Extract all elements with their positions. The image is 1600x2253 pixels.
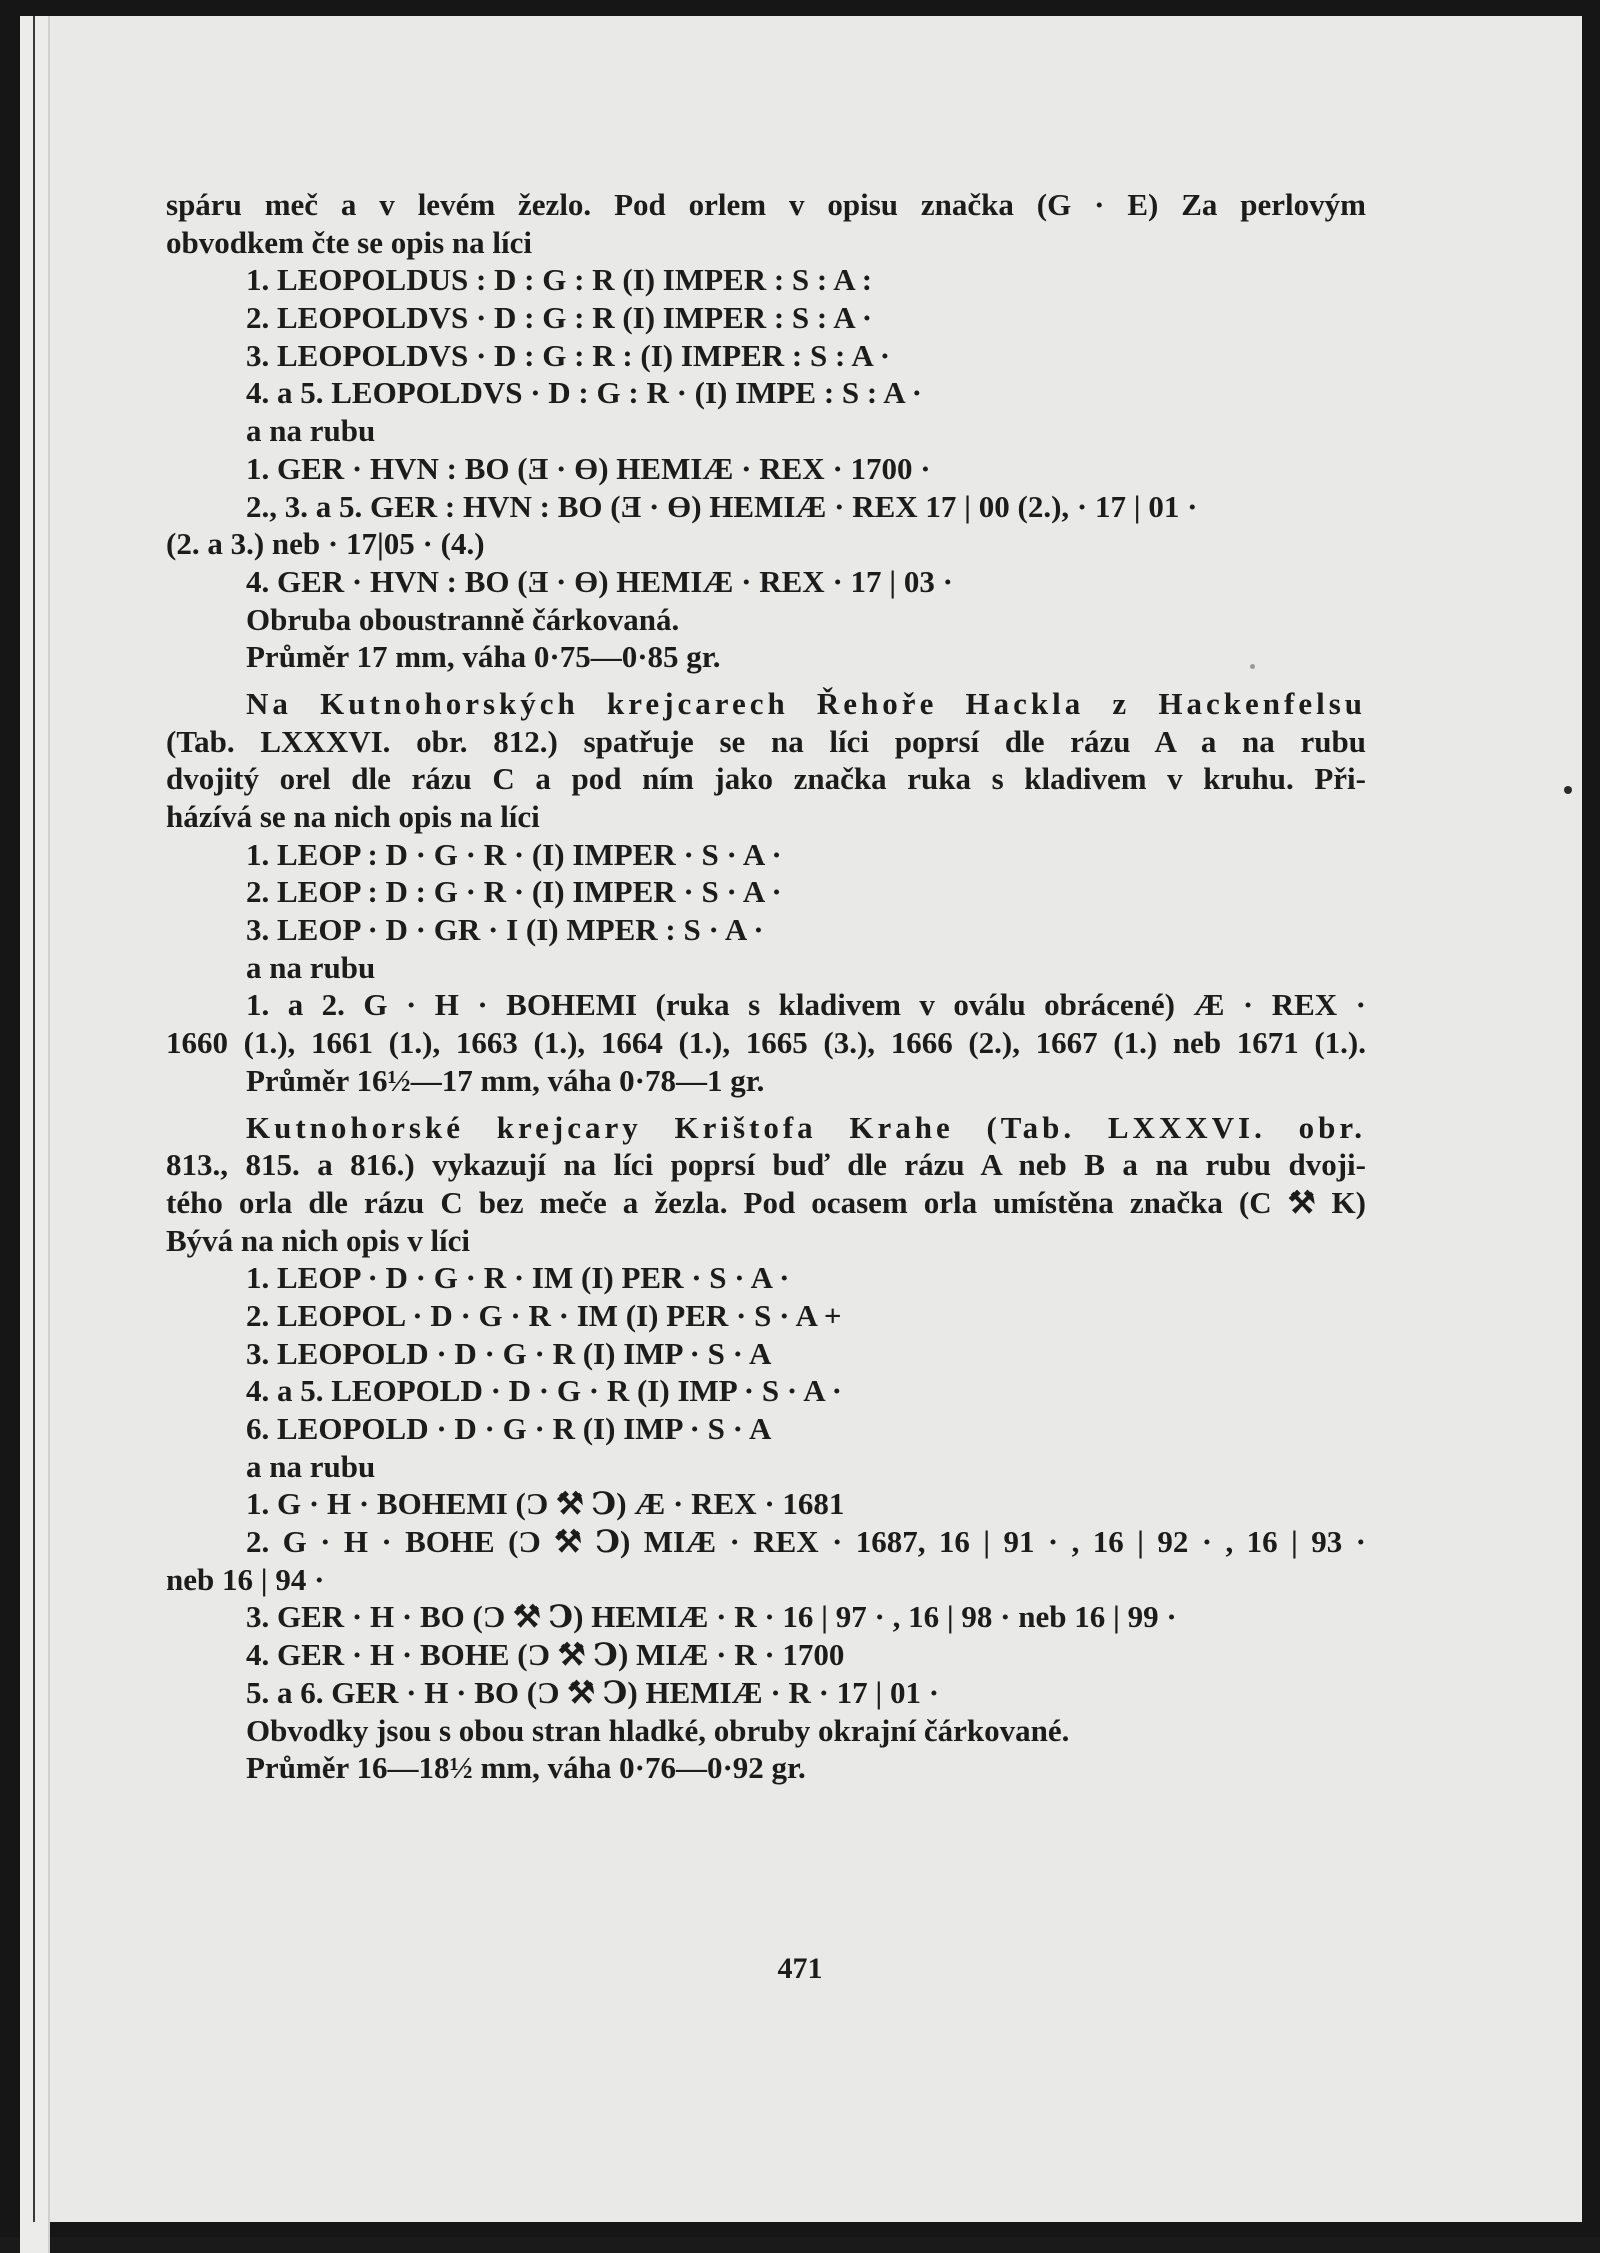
text-line: 1. LEOP : D · G · R · (I) IMPER · S · A · bbox=[246, 836, 782, 872]
text-line: 3. LEOPOLD · D · G · R (I) IMP · S · A bbox=[246, 1335, 772, 1371]
binding-rule bbox=[33, 16, 35, 2222]
text-line: 813., 815. a 816.) vykazují na líci poprsí buď dle rázu A neb B a na rubu dvoji- bbox=[166, 1147, 1366, 1183]
text-line: Průměr 16½—17 mm, váha 0·78—1 gr. bbox=[246, 1062, 765, 1098]
text-line: 1. GER · HVN : BO (Ǝ · Ɵ) HEMIÆ · REX · 1700 · bbox=[246, 450, 931, 486]
text-line: Kutnohorské krejcary Krištofa Krahe (Tab. LXXXVI. obr. bbox=[246, 1109, 1366, 1145]
text-line: a na rubu bbox=[246, 1448, 376, 1484]
text-line: 3. LEOPOLDVS · D : G : R : (I) IMPER : S : A · bbox=[246, 337, 891, 373]
text-line: Průměr 16—18½ mm, váha 0·76—0·92 gr. bbox=[246, 1750, 806, 1786]
text-line: neb 16 | 94 · bbox=[166, 1561, 325, 1597]
text-line: 1. LEOPOLDUS : D : G : R (I) IMPER : S : A : bbox=[246, 262, 873, 298]
text-line: 1660 (1.), 1661 (1.), 1663 (1.), 1664 (1.), 1665 (3.), 1666 (2.), 1667 (1.) neb 1671 (1.). bbox=[166, 1025, 1366, 1061]
text-line: dvojitý orel dle rázu C a pod ním jako značka ruka s kladivem v kruhu. Při- bbox=[166, 761, 1366, 797]
text-line: 1. LEOP · D · G · R · IM (I) PER · S · A · bbox=[246, 1260, 790, 1296]
text-line: 4. GER · HVN : BO (Ǝ · Ɵ) HEMIÆ · REX · 17 | 03 · bbox=[246, 563, 953, 599]
page-number: 471 bbox=[777, 1952, 823, 1985]
text-line: 1. G · H · BOHEMI (Ɔ ⚒ Ↄ) Æ · REX · 1681 bbox=[246, 1486, 845, 1522]
text-line: Obruba oboustranně čárkovaná. bbox=[246, 601, 680, 637]
text-line: Obvodky jsou s obou stran hladké, obruby okrajní čárkované. bbox=[246, 1712, 1070, 1748]
text-line: 3. GER · H · BO (Ɔ ⚒ Ↄ) HEMIÆ · R · 16 | 97 · , 16 | 98 · neb 16 | 99 · bbox=[246, 1599, 1177, 1635]
text-line: Průměr 17 mm, váha 0·75—0·85 gr. bbox=[246, 639, 721, 675]
text-line: 5. a 6. GER · H · BO (Ɔ ⚒ Ↄ) HEMIÆ · R · 17 | 01 · bbox=[246, 1674, 940, 1710]
text-line: 4. a 5. LEOPOLD · D · G · R (I) IMP · S · A · bbox=[246, 1373, 842, 1409]
text-line: 2. LEOPOLDVS · D : G : R (I) IMPER : S : A · bbox=[246, 300, 873, 336]
text-line: (2. a 3.) neb · 17|05 · (4.) bbox=[166, 526, 485, 562]
text-line: obvodkem čte se opis na líci bbox=[166, 224, 532, 260]
text-line: 2., 3. a 5. GER : HVN : BO (Ǝ · Ɵ) HEMIÆ · REX 17 | 00 (2.), · 17 | 01 · bbox=[246, 488, 1198, 524]
text-line: házívá se na nich opis na líci bbox=[166, 799, 540, 834]
binding-edge bbox=[20, 16, 50, 2253]
text-line: a na rubu bbox=[246, 413, 376, 449]
text-line: 1. a 2. G · H · BOHEMI (ruka s kladivem v oválu obrácené) Æ · REX · bbox=[246, 987, 1366, 1023]
body-text bbox=[166, 186, 1366, 1787]
ink-speck bbox=[1564, 786, 1572, 794]
text-line: Bývá na nich opis v líci bbox=[166, 1222, 471, 1258]
text-line: 3. LEOP · D · GR · I (I) MPER : S · A · bbox=[246, 912, 764, 948]
paragraph-gap bbox=[166, 1100, 1366, 1109]
text-line: 4. a 5. LEOPOLDVS · D : G : R · (I) IMPE : S : A · bbox=[246, 375, 923, 411]
text-line: a na rubu bbox=[246, 949, 376, 985]
text-line: 6. LEOPOLD · D · G · R (I) IMP · S · A bbox=[246, 1411, 772, 1446]
text-line: Na Kutnohorských krejcarech Řehoře Hackla z Hackenfelsu bbox=[246, 685, 1366, 721]
text-line: 2. G · H · BOHE (Ɔ ⚒ Ↄ) MIÆ · REX · 1687, 16 | 91 · , 16 | 92 · , 16 | 93 · bbox=[246, 1524, 1366, 1560]
text-line: (Tab. LXXXVI. obr. 812.) spatřuje se na líci poprsí dle rázu A a na rubu bbox=[166, 723, 1366, 759]
text-line: 2. LEOP : D : G · R · (I) IMPER · S · A · bbox=[246, 874, 782, 910]
text-line: tého orla dle rázu C bez meče a žezla. Pod ocasem orla umístěna značka (C ⚒ K) bbox=[166, 1184, 1366, 1220]
text-line: 2. LEOPOL · D · G · R · IM (I) PER · S · A + bbox=[246, 1297, 842, 1333]
text-line: spáru meč a v levém žezlo. Pod orlem v opisu značka (G · E) Za perlovým bbox=[166, 187, 1366, 222]
paragraph-gap bbox=[166, 676, 1366, 685]
text-line: 4. GER · H · BOHE (Ɔ ⚒ Ↄ) MIÆ · R · 1700 bbox=[246, 1637, 845, 1673]
